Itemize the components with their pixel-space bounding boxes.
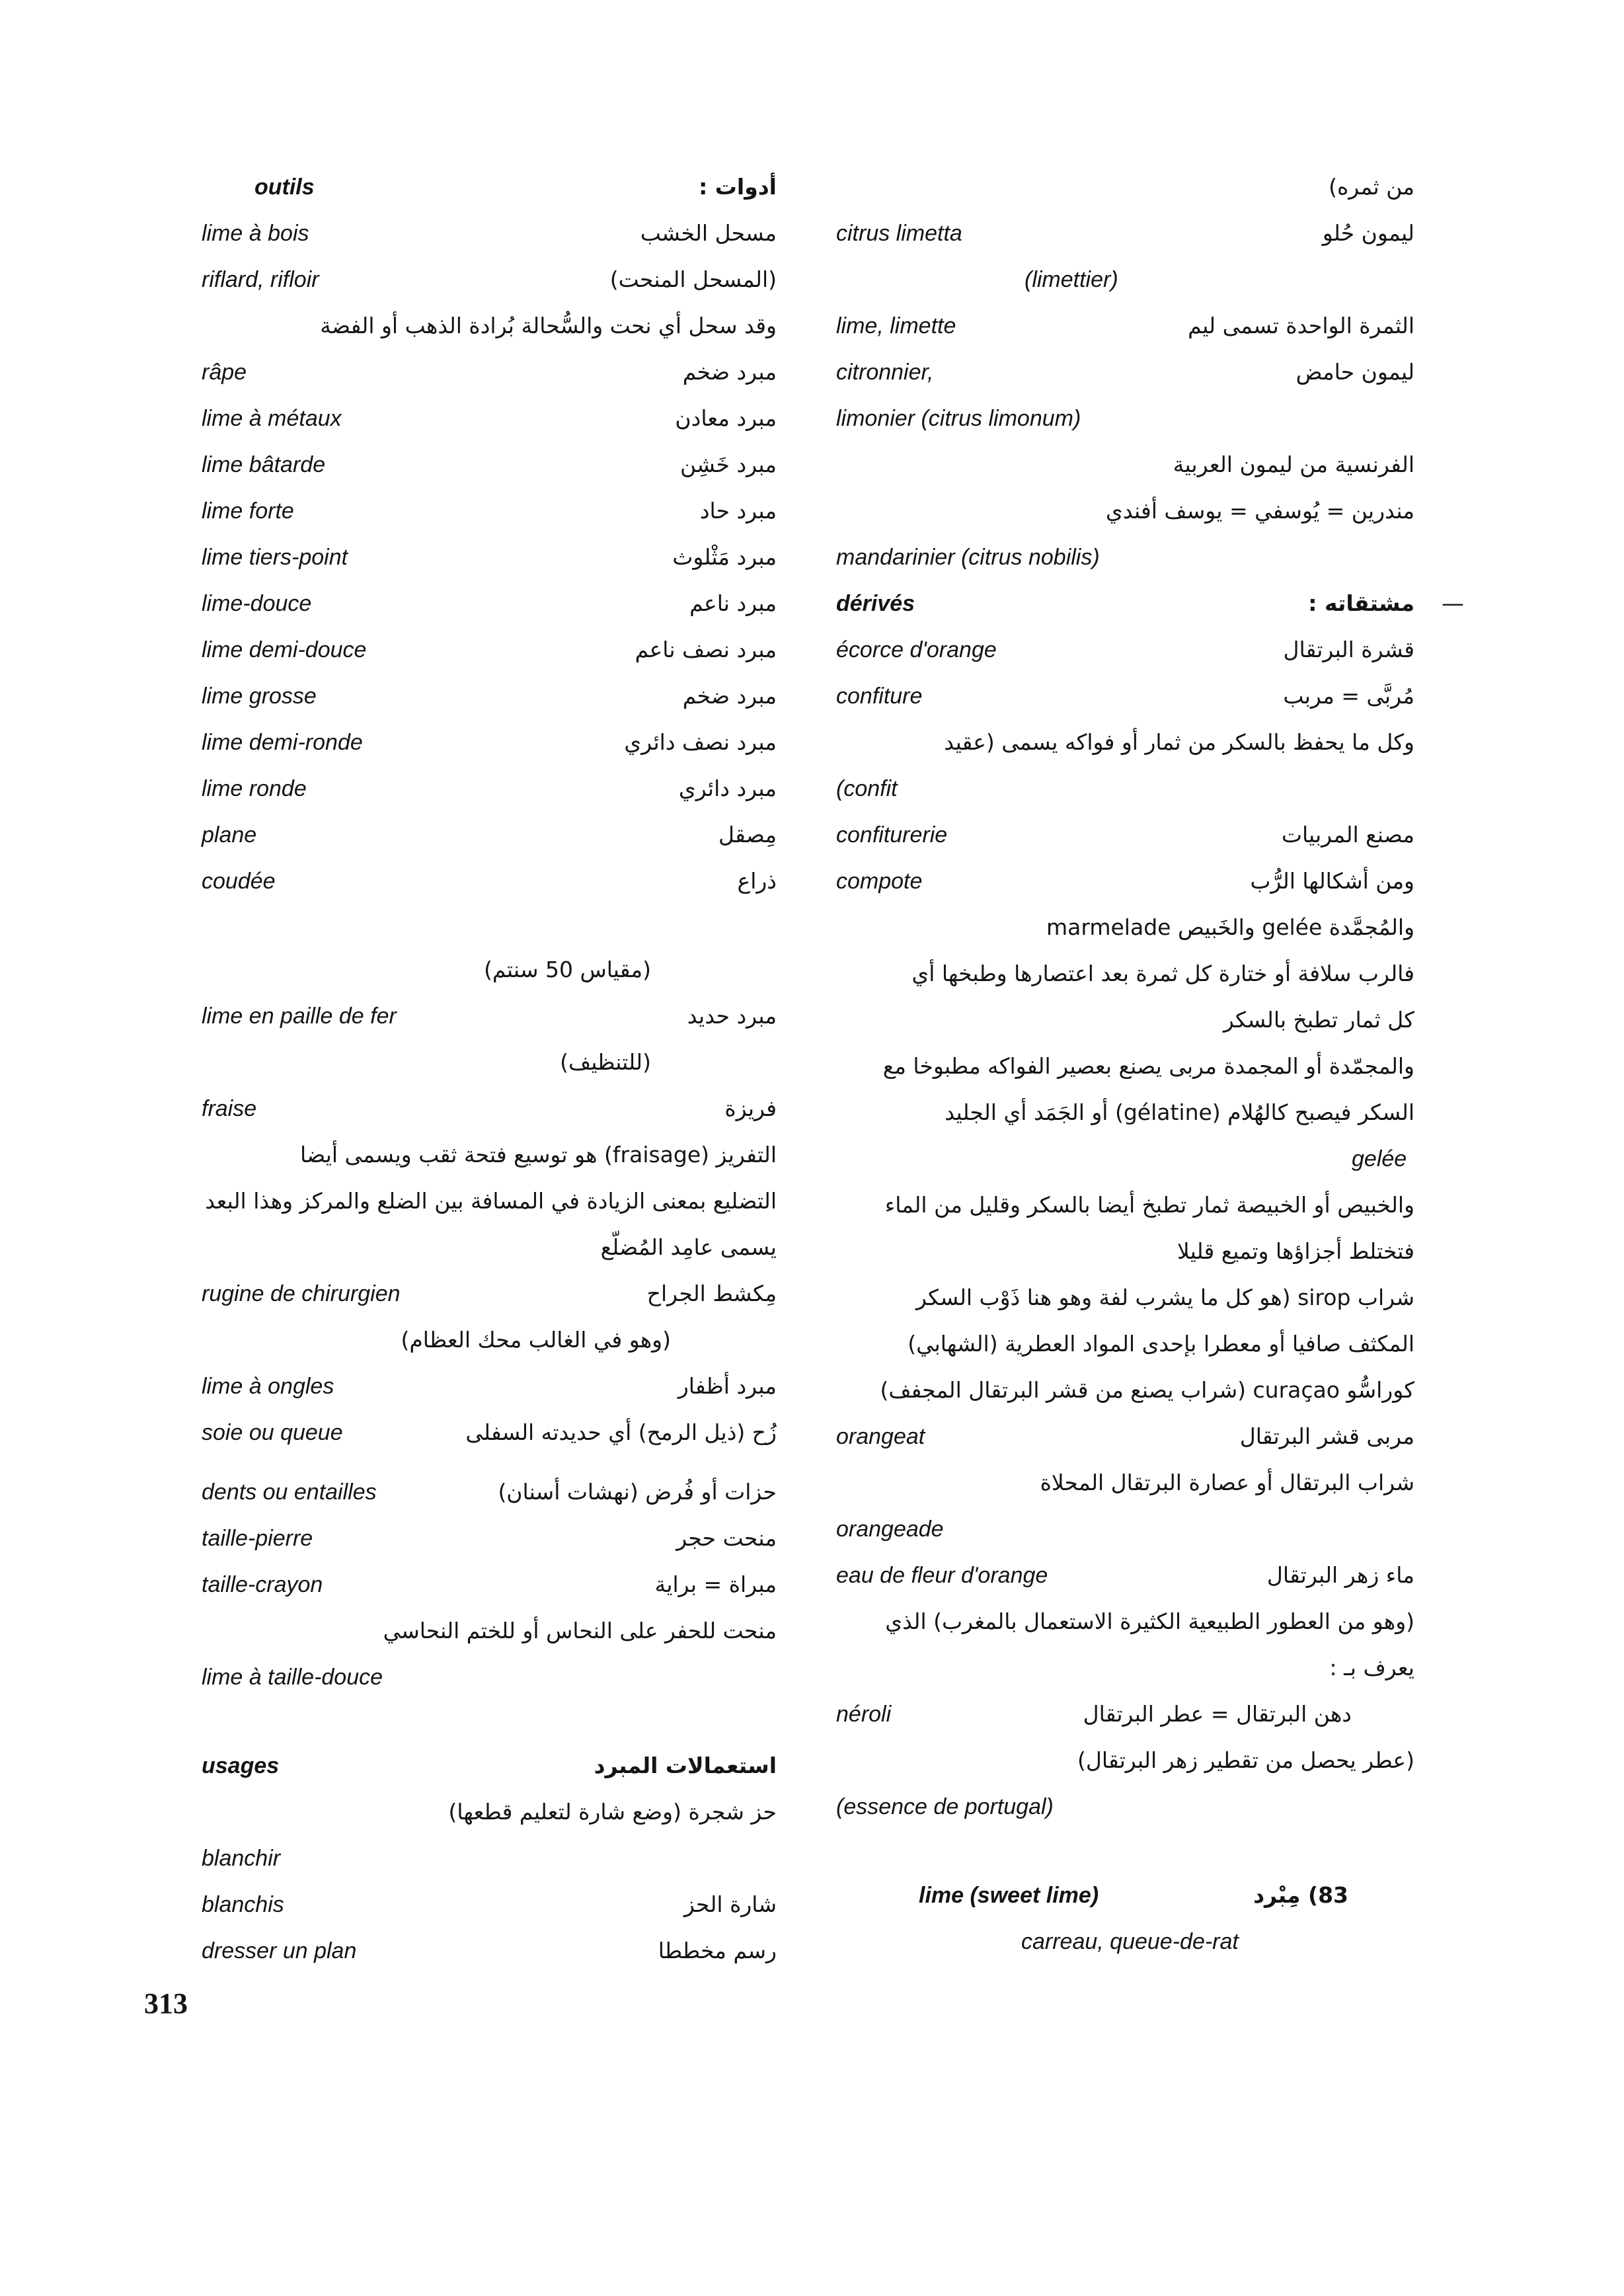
french-term: lime demi-douce xyxy=(202,637,367,662)
entry-line xyxy=(202,303,777,349)
arabic-term: ماء زهر البرتقال xyxy=(1266,1562,1414,1588)
french-term: carreau, queue-de-rat xyxy=(1021,1929,1239,1954)
entry-line xyxy=(836,442,1414,488)
french-term: mandarinier (citrus nobilis) xyxy=(836,545,1100,570)
french-heading: dérivés xyxy=(836,591,915,616)
french-term: fraise xyxy=(202,1096,257,1121)
arabic-term: مبرد نصف ناعم xyxy=(635,637,777,662)
entry-line xyxy=(836,1182,1414,1228)
arabic-text: كوراسُّو curaçao (شراب يصنع من قشر البرتقال المجفف) xyxy=(880,1377,1414,1403)
french-term: râpe xyxy=(202,360,247,385)
arabic-term: مبرد خَشِن xyxy=(680,452,777,477)
french-term: lime à bois xyxy=(202,221,309,246)
entry-line xyxy=(202,1363,777,1409)
arabic-text: وقد سحل أي نحت والسُّحالة بُرادة الذهب أو الفضة xyxy=(320,313,777,338)
entry-line xyxy=(836,1275,1414,1321)
arabic-term: مبرد أظفار xyxy=(677,1373,777,1399)
arabic-term: شراب البرتقال أو عصارة البرتقال المحلاة xyxy=(1040,1470,1414,1495)
entry-line xyxy=(836,719,1414,766)
section-heading xyxy=(202,1743,777,1789)
entry-line xyxy=(836,1228,1414,1275)
french-term: taille-pierre xyxy=(202,1526,313,1551)
french-term: orangeade xyxy=(836,1517,944,1542)
page-number: 313 xyxy=(144,1987,188,2020)
arabic-term: مبرد ضخم xyxy=(682,359,777,385)
entry-line xyxy=(836,1367,1414,1413)
arabic-term: مصنع المربيات xyxy=(1281,822,1414,848)
entry-line xyxy=(202,488,777,534)
french-term: lime, limette xyxy=(836,313,956,338)
entry-line xyxy=(202,442,777,488)
entry-line xyxy=(836,303,1414,349)
arabic-term: مسحل الخشب xyxy=(640,220,777,246)
arabic-text: يسمى عامِد المُضلّع xyxy=(600,1234,777,1260)
arabic-text: المكثف صافيا أو معطرا بإحدى المواد العطرية (الشهابي) xyxy=(908,1331,1414,1357)
french-term: eau de fleur d'orange xyxy=(836,1563,1048,1588)
arabic-term: مِكشط الجراح xyxy=(646,1281,777,1306)
arabic-text: التفريز (fraisage) هو توسيع فتحة ثقب ويسمى أيضا xyxy=(300,1142,777,1168)
french-term: dresser un plan xyxy=(202,1938,357,1963)
arabic-text: السكر فيصبح كالهُلام (gélatine) أو الجَمَد أي الجليد xyxy=(945,1099,1414,1125)
entry-line xyxy=(202,1469,777,1515)
arabic-term: ومن أشكالها الرُّب xyxy=(1250,868,1414,894)
entry-line xyxy=(202,210,777,257)
entry-line xyxy=(202,395,777,442)
arabic-term: منحت حجر xyxy=(676,1525,777,1551)
arabic-heading: مشتقاته : xyxy=(1308,590,1414,616)
arabic-term: ذراع xyxy=(737,868,777,894)
french-term: lime-douce xyxy=(202,591,312,616)
french-term: dents ou entailles xyxy=(202,1480,377,1505)
arabic-term: مبرد مَثْلوث xyxy=(672,544,777,570)
entry-headword: lime (sweet lime) xyxy=(919,1883,1099,1908)
arabic-text: من ثمره) xyxy=(1329,174,1414,200)
entry-line xyxy=(836,395,1414,442)
arabic-text: والمجمّدة أو المجمدة مربى يصنع بعصير الفواكه مطبوخا مع xyxy=(882,1053,1414,1079)
french-term: lime grosse xyxy=(202,684,317,709)
arabic-term: مبراة = براية xyxy=(654,1571,777,1597)
french-term: lime ronde xyxy=(202,776,307,801)
arabic-term: مربى قشر البرتقال xyxy=(1239,1423,1414,1449)
entry-line xyxy=(836,488,1414,534)
french-term: confiturerie xyxy=(836,822,948,848)
entry-line xyxy=(836,812,1414,858)
arabic-heading: أدوات : xyxy=(699,174,777,200)
french-term: rugine de chirurgien xyxy=(202,1281,401,1306)
arabic-term: ليمون حامض xyxy=(1295,359,1414,385)
french-term: lime à taille-douce xyxy=(202,1665,383,1690)
french-term: plane xyxy=(202,822,257,848)
section-heading xyxy=(836,580,1464,627)
french-heading: outils xyxy=(254,175,315,200)
arabic-text: يعرف بـ : xyxy=(1329,1655,1414,1681)
entry-line xyxy=(202,1317,777,1363)
french-term: limonier (citrus limonum) xyxy=(836,406,1081,431)
entry-line xyxy=(202,1409,777,1456)
french-term: coudée xyxy=(202,869,276,894)
arabic-term: مبرد حديد xyxy=(687,1003,777,1029)
entry-line xyxy=(836,1460,1414,1506)
entry-line xyxy=(836,1089,1414,1136)
french-term: (limettier) xyxy=(1025,267,1118,292)
french-term: gelée xyxy=(1352,1146,1407,1171)
entry-line xyxy=(202,1132,777,1178)
entry-line xyxy=(836,627,1414,673)
entry-line xyxy=(202,349,777,395)
entry-line xyxy=(202,257,777,303)
entry-line xyxy=(836,858,1414,904)
french-term: compote xyxy=(836,869,923,894)
arabic-text: (وهو من العطور الطبيعية الكثيرة الاستعمال بالمغرب) الذي xyxy=(885,1608,1414,1634)
entry-line xyxy=(836,534,1414,580)
french-term: blanchis xyxy=(202,1892,284,1917)
entry-line xyxy=(836,1737,1414,1784)
entry-line xyxy=(836,904,1414,951)
arabic-heading: استعمالات المبرد xyxy=(594,1753,777,1778)
arabic-term: شارة الحز xyxy=(683,1891,777,1917)
entry-line xyxy=(836,1784,1414,1830)
entry-line xyxy=(836,210,1414,257)
entry-line xyxy=(836,766,1414,812)
entry-line xyxy=(836,673,1414,719)
arabic-text: وكل ما يحفظ بالسكر من ثمار أو فواكه يسمى (عقيد xyxy=(944,729,1414,755)
entry-line xyxy=(202,1928,777,1974)
entry-line xyxy=(202,993,777,1039)
arabic-term: مبرد دائري xyxy=(678,775,777,801)
arabic-text: والخبيص أو الخبيصة ثمار تطبخ أيضا بالسكر وقليل من الماء xyxy=(884,1192,1414,1218)
arabic-term: رسم مخططا xyxy=(658,1938,777,1963)
arabic-term: الثمرة الواحدة تسمى ليم xyxy=(1188,313,1414,338)
entry-line xyxy=(202,1789,777,1835)
entry-line xyxy=(202,1271,777,1317)
arabic-term: مِصقل xyxy=(718,822,777,848)
entry-line xyxy=(202,580,777,627)
entry-line xyxy=(202,1835,777,1881)
french-term: écorce d'orange xyxy=(836,637,997,662)
arabic-text: حز شجرة (وضع شارة لتعليم قطعها) xyxy=(448,1799,777,1825)
arabic-term: مُربَّى = مربب xyxy=(1283,683,1414,709)
arabic-text: الفرنسية من ليمون العربية xyxy=(1173,452,1414,477)
entry-line xyxy=(836,164,1414,210)
entry-line xyxy=(202,1654,777,1700)
arabic-text: منحت للحفر على النحاس أو للختم النحاسي xyxy=(383,1618,777,1643)
entry-line xyxy=(202,812,777,858)
french-term: blanchir xyxy=(202,1846,281,1871)
section-heading xyxy=(202,164,777,210)
entry-line xyxy=(202,1039,777,1086)
arabic-term: ليمون حُلو xyxy=(1322,220,1414,246)
arabic-term: مبرد معادن xyxy=(675,405,777,431)
french-term: néroli xyxy=(836,1702,892,1727)
left-column xyxy=(202,164,777,1974)
french-term: lime tiers-point xyxy=(202,545,348,570)
arabic-text: (عطر يحصل من تقطير زهر البرتقال) xyxy=(1077,1747,1414,1773)
arabic-term: دهن البرتقال = عطر البرتقال xyxy=(1083,1701,1352,1727)
arabic-text: (وهو في الغالب محك العظام) xyxy=(401,1327,671,1353)
arabic-text: والمُجمَّدة gelée والخَبيص marmelade xyxy=(1046,914,1414,940)
french-term: orangeat xyxy=(836,1424,925,1449)
entry-line xyxy=(202,858,777,904)
arabic-text: فالرب سلافة أو ختارة كل ثمرة بعد اعتصارها وطبخها أي xyxy=(911,961,1414,986)
entry-line xyxy=(202,1881,777,1928)
arabic-text: فتختلط أجزاؤها وتميع قليلا xyxy=(1177,1238,1414,1264)
entry-line xyxy=(202,1178,777,1224)
entry-line xyxy=(202,1515,777,1562)
french-term: citrus limetta xyxy=(836,221,962,246)
french-term: lime en paille de fer xyxy=(202,1004,397,1029)
entry-line xyxy=(836,951,1414,997)
arabic-term: مبرد حاد xyxy=(699,498,777,524)
entry-line xyxy=(836,349,1414,395)
entry-line xyxy=(836,1043,1414,1089)
french-heading: usages xyxy=(202,1753,280,1778)
french-term: soie ou queue xyxy=(202,1420,343,1445)
entry-line xyxy=(836,1321,1414,1367)
arabic-text: (مقياس 50 سنتم) xyxy=(484,957,651,982)
arabic-text: التضليع بمعنى الزيادة في المسافة بين الضلع والمركز وهذا البعد xyxy=(205,1188,777,1214)
french-term: lime à ongles xyxy=(202,1374,334,1399)
arabic-term: حزات أو فُرض (نهشات أسنان) xyxy=(498,1479,777,1505)
french-term: riflard, rifloir xyxy=(202,267,319,292)
entry-heading xyxy=(836,1872,1414,1919)
entry-line xyxy=(836,997,1414,1043)
french-term: lime à métaux xyxy=(202,406,342,431)
french-term: taille-crayon xyxy=(202,1572,323,1597)
entry-line xyxy=(836,257,1414,303)
arabic-term: قشرة البرتقال xyxy=(1283,637,1414,662)
arabic-text: مندرين = يُوسفي = يوسف أفندي xyxy=(1105,498,1414,524)
arabic-text: شراب sirop (هو كل ما يشرب لفة وهو هنا ذَوْب السكر xyxy=(915,1285,1414,1310)
entry-line xyxy=(202,534,777,580)
entry-line xyxy=(202,719,777,766)
arabic-term: زُح (ذيل الرمح) أي حديدته السفلى xyxy=(465,1419,777,1445)
entry-line xyxy=(836,1136,1414,1182)
french-term: (essence de portugal) xyxy=(836,1794,1054,1819)
entry-line xyxy=(202,766,777,812)
entry-line xyxy=(202,1224,777,1271)
entry-line xyxy=(202,1086,777,1132)
entry-line xyxy=(836,1691,1414,1737)
entry-line xyxy=(836,1413,1414,1460)
entry-line xyxy=(202,627,777,673)
french-term: lime forte xyxy=(202,498,294,524)
arabic-text: (للتنظيف) xyxy=(560,1049,651,1075)
right-column xyxy=(836,164,1464,1965)
entry-line xyxy=(202,947,777,993)
french-term: confiture xyxy=(836,684,923,709)
arabic-term: (المسحل المنحت) xyxy=(609,266,777,292)
entry-line xyxy=(836,1919,1414,1965)
entry-line xyxy=(202,673,777,719)
arabic-text: كل ثمار تطبخ بالسكر xyxy=(1223,1007,1414,1033)
arabic-term: فريزة xyxy=(724,1095,777,1121)
entry-number-heading: 83) مِبْرد xyxy=(1253,1882,1348,1908)
french-term: (confit xyxy=(836,776,898,801)
french-term: lime bâtarde xyxy=(202,452,326,477)
entry-line xyxy=(202,1562,777,1608)
arabic-term: مبرد نصف دائري xyxy=(624,729,777,755)
entry-line xyxy=(836,1599,1414,1645)
dash-mark: — xyxy=(1442,590,1464,617)
entry-line xyxy=(836,1645,1414,1691)
arabic-term: مبرد ضخم xyxy=(682,683,777,709)
french-term: citronnier, xyxy=(836,360,934,385)
entry-line xyxy=(836,1552,1414,1599)
entry-line xyxy=(202,1608,777,1654)
french-term: lime demi-ronde xyxy=(202,730,363,755)
entry-line xyxy=(836,1506,1414,1552)
arabic-term: مبرد ناعم xyxy=(689,590,777,616)
